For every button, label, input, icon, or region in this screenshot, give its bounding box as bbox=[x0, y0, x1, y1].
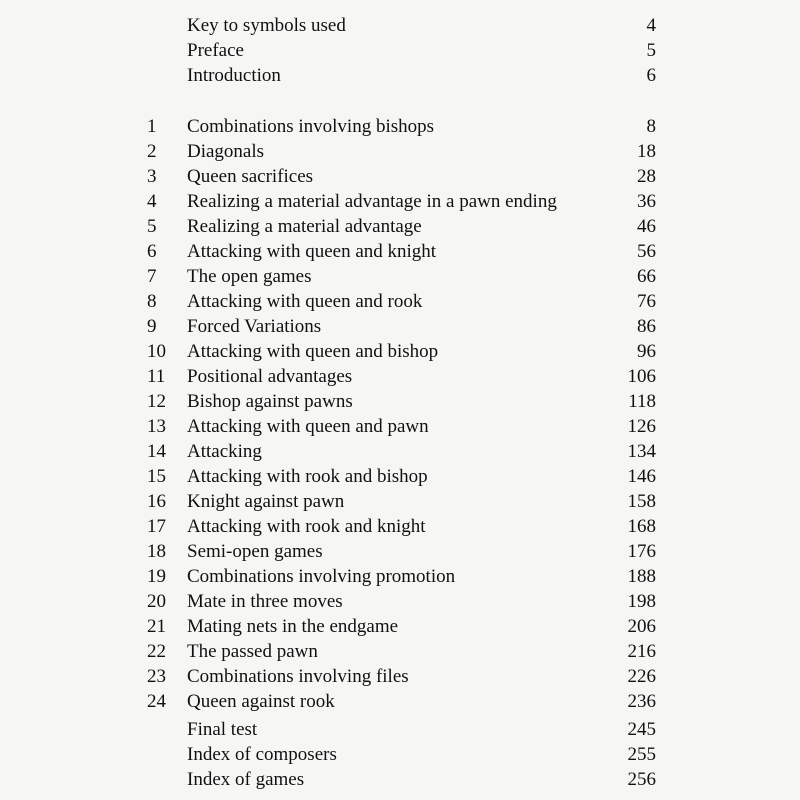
toc-chapter-page: 168 bbox=[627, 516, 656, 537]
toc-chapter-number: 13 bbox=[147, 416, 166, 437]
toc-chapter-page: 206 bbox=[627, 616, 656, 637]
toc-entry-page: 5 bbox=[646, 40, 656, 61]
toc-chapter-number: 12 bbox=[147, 391, 166, 412]
toc-chapter-number: 7 bbox=[147, 266, 157, 287]
toc-chapter-number: 17 bbox=[147, 516, 166, 537]
toc-chapter-page: 134 bbox=[627, 441, 656, 462]
toc-chapter-page: 188 bbox=[627, 566, 656, 587]
toc-chapter-title: Queen sacrifices bbox=[187, 166, 314, 187]
toc-entry-title: Index of games bbox=[187, 769, 305, 790]
toc-chapter-title: Attacking bbox=[187, 441, 262, 462]
toc-chapter-page: 96 bbox=[637, 341, 656, 362]
toc-chapter-13 bbox=[0, 414, 800, 439]
toc-entry-page: 245 bbox=[627, 719, 656, 740]
toc-chapter-page: 56 bbox=[637, 241, 656, 262]
toc-chapter-title: Attacking with rook and bishop bbox=[187, 466, 428, 487]
toc-chapter-page: 146 bbox=[627, 466, 656, 487]
toc-chapter-number: 2 bbox=[147, 141, 157, 162]
toc-chapter-24 bbox=[0, 689, 800, 714]
toc-chapter-5 bbox=[0, 214, 800, 239]
toc-chapter-14 bbox=[0, 439, 800, 464]
toc-chapter-title: Mating nets in the endgame bbox=[187, 616, 399, 637]
toc-chapter-page: 176 bbox=[627, 541, 656, 562]
toc-chapter-number: 5 bbox=[147, 216, 157, 237]
toc-chapter-2 bbox=[0, 139, 800, 164]
toc-chapter-20 bbox=[0, 589, 800, 614]
toc-chapter-11 bbox=[0, 364, 800, 389]
toc-chapter-page: 106 bbox=[627, 366, 656, 387]
toc-chapter-page: 76 bbox=[637, 291, 656, 312]
toc-chapter-title: Queen against rook bbox=[187, 691, 335, 712]
toc-chapter-19 bbox=[0, 564, 800, 589]
toc-chapter-page: 158 bbox=[627, 491, 656, 512]
toc-chapter-21 bbox=[0, 614, 800, 639]
toc-chapter-title: Knight against pawn bbox=[187, 491, 345, 512]
toc-chapter-page: 46 bbox=[637, 216, 656, 237]
toc-chapter-4 bbox=[0, 189, 800, 214]
toc-chapter-title: Attacking with queen and rook bbox=[187, 291, 423, 312]
toc-entry-page: 255 bbox=[627, 744, 656, 765]
toc-entry-title: Key to symbols used bbox=[187, 15, 346, 36]
toc-entry-title: Preface bbox=[187, 40, 244, 61]
toc-chapter-22 bbox=[0, 639, 800, 664]
toc-chapter-title: The open games bbox=[187, 266, 312, 287]
toc-chapter-number: 16 bbox=[147, 491, 166, 512]
toc-chapter-number: 18 bbox=[147, 541, 166, 562]
toc-chapter-number: 9 bbox=[147, 316, 157, 337]
toc-chapter-number: 20 bbox=[147, 591, 166, 612]
toc-entry-preface bbox=[0, 38, 800, 63]
toc-entry-page: 6 bbox=[646, 65, 656, 86]
toc-chapter-number: 19 bbox=[147, 566, 166, 587]
toc-chapter-8 bbox=[0, 289, 800, 314]
toc-chapter-page: 198 bbox=[627, 591, 656, 612]
toc-entry-final-test bbox=[0, 717, 800, 742]
toc-chapter-title: Attacking with queen and knight bbox=[187, 241, 437, 262]
toc-entry-page: 256 bbox=[627, 769, 656, 790]
toc-chapter-number: 1 bbox=[147, 116, 157, 137]
toc-entry-page: 4 bbox=[646, 15, 656, 36]
toc-chapter-number: 4 bbox=[147, 191, 157, 212]
toc-entry-introduction bbox=[0, 63, 800, 88]
toc-chapter-title: Forced Variations bbox=[187, 316, 322, 337]
toc-chapter-page: 18 bbox=[637, 141, 656, 162]
toc-chapter-title: Diagonals bbox=[187, 141, 265, 162]
toc-chapter-6 bbox=[0, 239, 800, 264]
toc-chapter-number: 22 bbox=[147, 641, 166, 662]
toc-chapter-title: Attacking with rook and knight bbox=[187, 516, 426, 537]
toc-chapter-18 bbox=[0, 539, 800, 564]
toc-chapter-3 bbox=[0, 164, 800, 189]
toc-entry-title: Index of composers bbox=[187, 744, 337, 765]
toc-chapter-7 bbox=[0, 264, 800, 289]
toc-entry-index-of-composers bbox=[0, 742, 800, 767]
toc-chapter-12 bbox=[0, 389, 800, 414]
toc-chapter-number: 11 bbox=[147, 366, 166, 387]
toc-chapter-number: 14 bbox=[147, 441, 166, 462]
toc-chapter-10 bbox=[0, 339, 800, 364]
toc-chapter-number: 15 bbox=[147, 466, 166, 487]
toc-entry-title: Introduction bbox=[187, 65, 281, 86]
toc-chapter-title: Mate in three moves bbox=[187, 591, 343, 612]
toc-chapter-page: 8 bbox=[646, 116, 656, 137]
toc-chapter-page: 86 bbox=[637, 316, 656, 337]
toc-chapter-9 bbox=[0, 314, 800, 339]
toc-chapter-number: 6 bbox=[147, 241, 157, 262]
toc-chapter-title: Combinations involving bishops bbox=[187, 116, 435, 137]
toc-chapter-title: Combinations involving promotion bbox=[187, 566, 456, 587]
toc-chapter-number: 24 bbox=[147, 691, 166, 712]
toc-chapter-title: Bishop against pawns bbox=[187, 391, 353, 412]
toc-chapter-page: 36 bbox=[637, 191, 656, 212]
toc-entry-title: Final test bbox=[187, 719, 258, 740]
toc-chapter-1 bbox=[0, 114, 800, 139]
toc-chapter-title: Attacking with queen and bishop bbox=[187, 341, 439, 362]
toc-chapter-title: Positional advantages bbox=[187, 366, 353, 387]
toc-chapter-title: Semi-open games bbox=[187, 541, 323, 562]
toc-chapter-title: Attacking with queen and pawn bbox=[187, 416, 429, 437]
toc-entry-key-to-symbols bbox=[0, 13, 800, 38]
toc-chapter-number: 23 bbox=[147, 666, 166, 687]
toc-chapter-page: 126 bbox=[627, 416, 656, 437]
toc-chapter-page: 226 bbox=[627, 666, 656, 687]
toc-chapter-page: 236 bbox=[627, 691, 656, 712]
toc-chapter-number: 3 bbox=[147, 166, 157, 187]
toc-entry-index-of-games bbox=[0, 767, 800, 792]
toc-chapter-page: 28 bbox=[637, 166, 656, 187]
toc-chapter-number: 8 bbox=[147, 291, 157, 312]
toc-chapter-title: Realizing a material advantage in a pawn ending bbox=[187, 191, 557, 212]
toc-chapter-number: 10 bbox=[147, 341, 166, 362]
toc-chapter-15 bbox=[0, 464, 800, 489]
toc-chapter-page: 216 bbox=[627, 641, 656, 662]
toc-chapter-title: Realizing a material advantage bbox=[187, 216, 422, 237]
toc-chapter-number: 21 bbox=[147, 616, 166, 637]
toc-chapter-page: 118 bbox=[628, 391, 656, 412]
toc-chapter-title: Combinations involving files bbox=[187, 666, 409, 687]
toc-chapter-page: 66 bbox=[637, 266, 656, 287]
toc-chapter-title: The passed pawn bbox=[187, 641, 318, 662]
toc-chapter-17 bbox=[0, 514, 800, 539]
toc-chapter-16 bbox=[0, 489, 800, 514]
toc-chapter-23 bbox=[0, 664, 800, 689]
